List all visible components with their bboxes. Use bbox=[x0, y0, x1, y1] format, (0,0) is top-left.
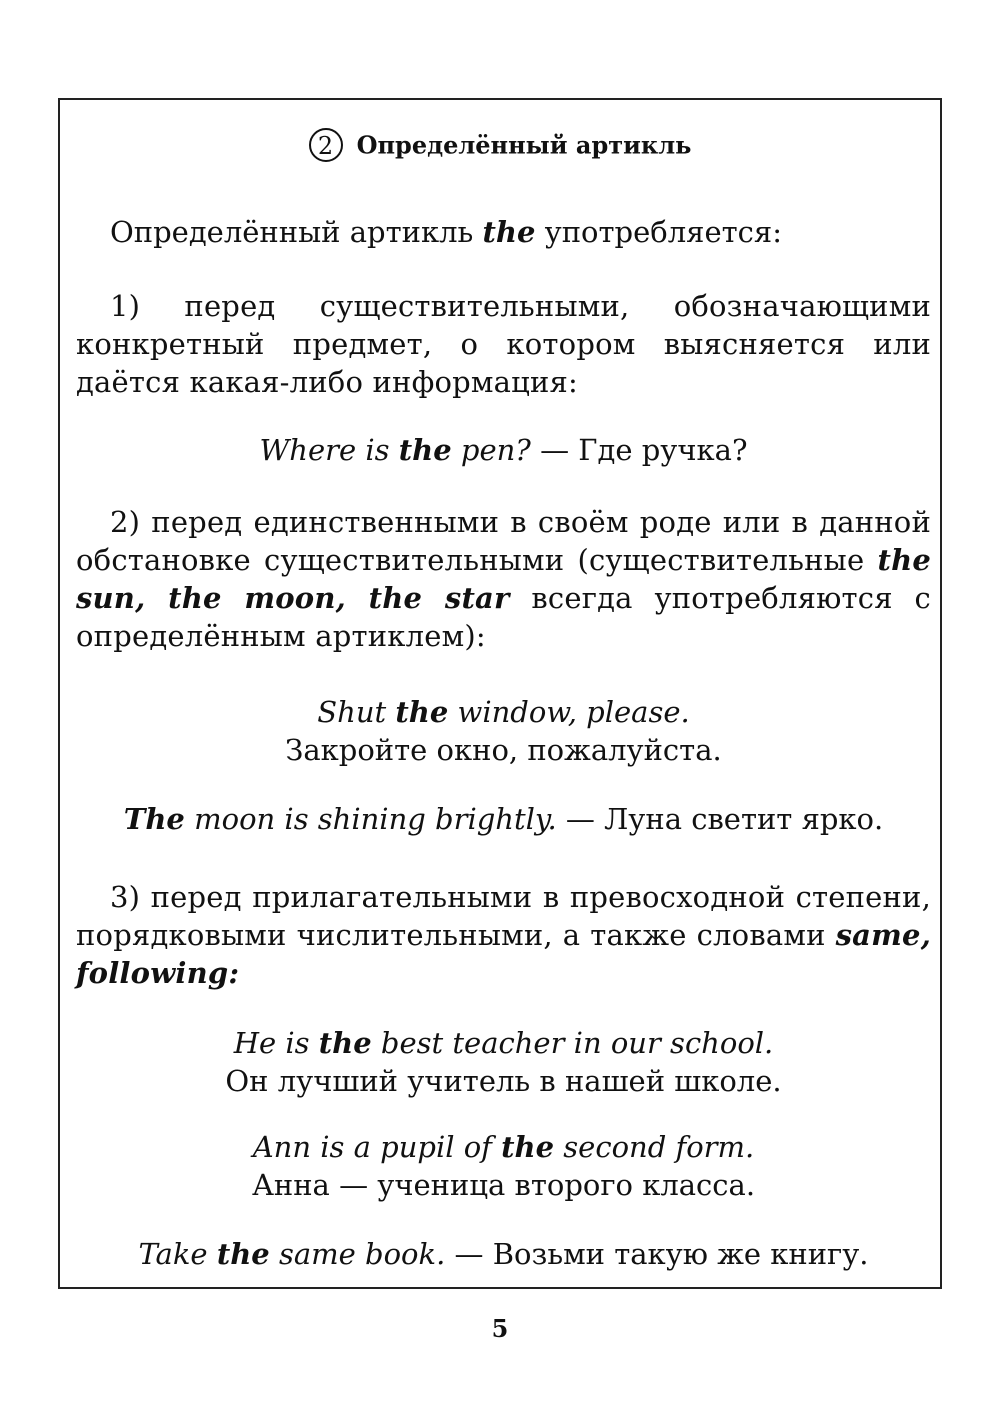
rule-3-paragraph bbox=[76, 878, 931, 992]
example-en: Shut bbox=[317, 695, 396, 729]
rule-3-text: 3) перед прилагательными в превосходной степени, порядковыми числительными, а также словами bbox=[76, 880, 931, 952]
rule-2-text: всегда употребляются с определённым артиклем): bbox=[76, 581, 931, 653]
example-article: The bbox=[123, 802, 185, 836]
example-en: moon is shining brightly. bbox=[184, 802, 557, 836]
example-article: the bbox=[216, 1237, 270, 1271]
intro-text-after: употребляется: bbox=[535, 215, 782, 249]
intro-paragraph bbox=[76, 213, 965, 251]
example-ru: — Где ручка? bbox=[530, 433, 748, 467]
rule-2-example-2 bbox=[76, 800, 931, 838]
example-en: best teacher in our school. bbox=[371, 1026, 774, 1060]
example-ru: Анна — ученица второго класса. bbox=[251, 1168, 756, 1202]
intro-article: the bbox=[482, 215, 536, 249]
rule-3-bold-words: same, following: bbox=[76, 918, 931, 990]
rule-1-example bbox=[76, 431, 931, 469]
section-title bbox=[0, 128, 1000, 162]
rule-3-example-2 bbox=[76, 1128, 931, 1204]
rule-3-example-1 bbox=[76, 1024, 931, 1100]
intro-text-before: Определённый артикль bbox=[110, 215, 483, 249]
example-en: pen? bbox=[451, 433, 531, 467]
example-en: window, please. bbox=[448, 695, 690, 729]
example-article: the bbox=[395, 695, 449, 729]
example-en: same book. bbox=[269, 1237, 446, 1271]
example-en: Where is bbox=[259, 433, 399, 467]
example-ru: — Возьми такую же книгу. bbox=[445, 1237, 869, 1271]
example-en: Take bbox=[138, 1237, 217, 1271]
example-en: He is bbox=[233, 1026, 319, 1060]
rule-2-text: 2) перед единственными в своём роде или в данной обстановке существительными (существительные bbox=[76, 505, 931, 577]
rule-2-example-1 bbox=[76, 693, 931, 769]
section-number-badge: 2 bbox=[309, 128, 343, 162]
example-ru: Он лучший учитель в нашей школе. bbox=[225, 1064, 782, 1098]
rule-1-paragraph: 1) перед существительными, обозначающими конкретный предмет, о котором выясняется или даётся какая-либо информация: bbox=[76, 289, 931, 399]
example-ru: — Луна светит ярко. bbox=[556, 802, 884, 836]
page-number: 5 bbox=[491, 1314, 509, 1343]
rule-2-paragraph bbox=[76, 503, 931, 655]
rule-3-example-3 bbox=[76, 1235, 931, 1273]
example-article: the bbox=[398, 433, 452, 467]
example-en: second form. bbox=[554, 1130, 755, 1164]
rule-2-bold-words: the sun, the moon, the star bbox=[76, 543, 931, 615]
example-ru: Закройте окно, пожалуйста. bbox=[285, 733, 722, 767]
example-en: Ann is a pupil of bbox=[252, 1130, 502, 1164]
example-article: the bbox=[501, 1130, 555, 1164]
section-title-text: Определённый артикль bbox=[356, 130, 692, 160]
example-article: the bbox=[318, 1026, 372, 1060]
